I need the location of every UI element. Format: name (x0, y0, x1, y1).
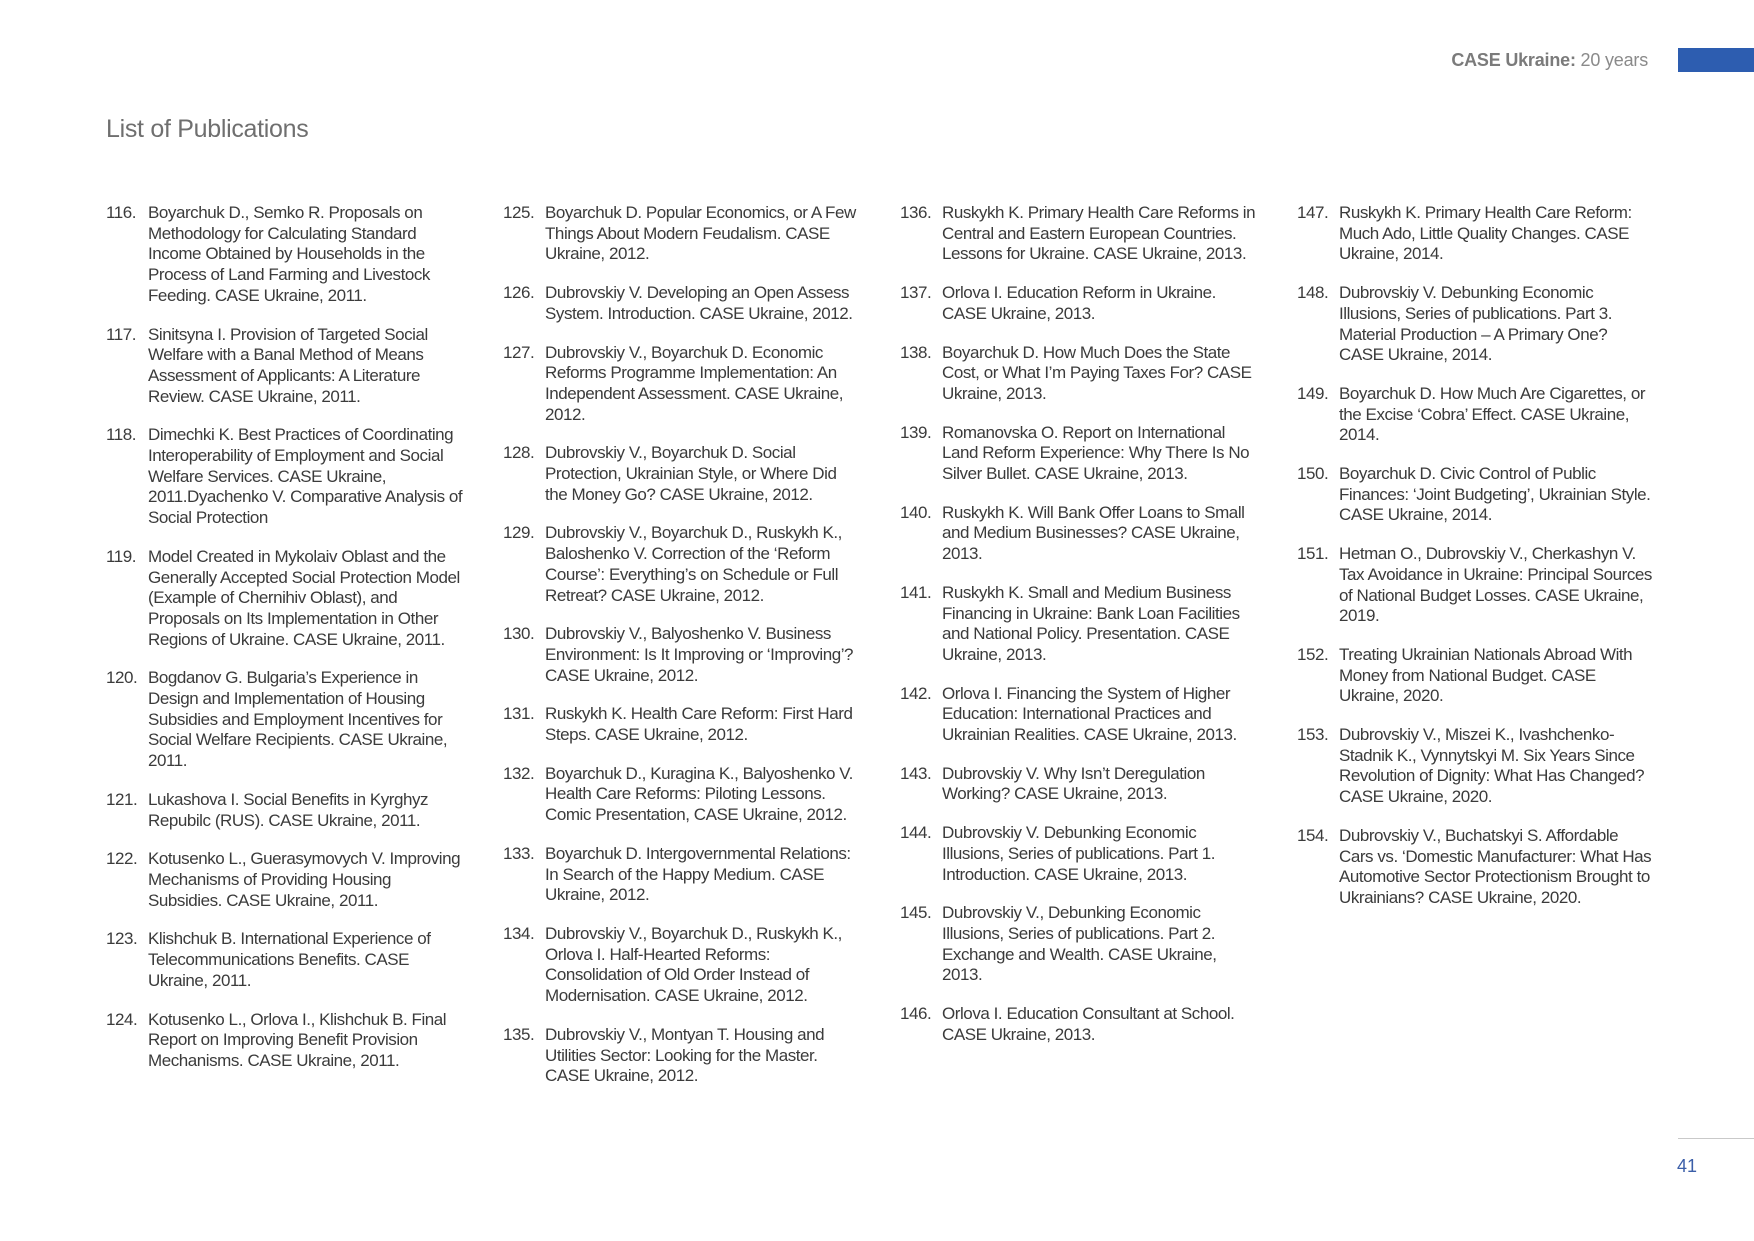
publication-number: 132. (503, 763, 535, 783)
publication-number: 135. (503, 1024, 535, 1044)
publication-citation: Boyarchuk D. Intergovernmental Relations: In Search of the Happy Medium. CASE Ukraine, 2012. (545, 843, 851, 905)
page-title: List of Publications (106, 115, 309, 143)
publication-number: 121. (106, 789, 138, 809)
publication-number: 122. (106, 849, 138, 869)
publication-item (503, 343, 860, 426)
publication-number: 144. (900, 823, 932, 843)
publication-item (106, 1010, 463, 1072)
publication-number: 147. (1297, 203, 1329, 222)
publication-item (900, 283, 1257, 324)
publication-column-4 (1297, 203, 1654, 1105)
publication-citation: Ruskykh K. Will Bank Offer Loans to Small and Medium Businesses? CASE Ukraine, 2013. (942, 502, 1245, 564)
publication-citation: Model Created in Mykolaiv Oblast and the Generally Accepted Social Protection Model (Example of Chernihiv Oblast), and Proposals on Its Implementation in Other Regions of Ukraine. CASE Ukraine, 2011. (148, 546, 460, 649)
publication-item (1297, 645, 1654, 707)
publication-citation: Orlova I. Financing the System of Higher Education: International Practices and Ukrainian Realities. CASE Ukraine, 2013. (942, 683, 1237, 745)
publication-number: 141. (900, 582, 932, 602)
publication-citation: Dubrovskiy V., Montyan T. Housing and Utilities Sector: Looking for the Master. CASE Ukraine, 2012. (545, 1024, 825, 1086)
header-brand-years: 20 years (1575, 50, 1648, 70)
publication-number: 148. (1297, 283, 1329, 303)
publication-item (1297, 826, 1654, 909)
publication-number: 127. (503, 342, 535, 362)
publication-number: 117. (106, 324, 137, 344)
publication-item (106, 929, 463, 991)
publication-number: 126. (503, 283, 535, 303)
publication-number: 154. (1297, 825, 1329, 845)
publication-item (106, 790, 463, 831)
publication-item (106, 668, 463, 772)
footer-rule (1678, 1138, 1754, 1139)
publication-citation: Ruskykh K. Health Care Reform: First Hard Steps. CASE Ukraine, 2012. (545, 704, 853, 745)
publication-number: 143. (900, 763, 932, 783)
publication-item (1297, 384, 1654, 446)
publication-item (900, 583, 1257, 666)
publication-citation: Kotusenko L., Orlova I., Klishchuk B. Final Report on Improving Benefit Provision Mechanisms. CASE Ukraine, 2011. (148, 1009, 447, 1070)
publication-number: 125. (503, 203, 535, 222)
publication-item (1297, 203, 1654, 265)
publication-item (503, 523, 860, 606)
publication-number: 128. (503, 443, 535, 463)
header-brand (1451, 48, 1648, 72)
publication-item (106, 849, 463, 911)
publication-number: 129. (503, 523, 535, 543)
publication-citation: Lukashova I. Social Benefits in Kyrghyz Repubilc (RUS). CASE Ukraine, 2011. (148, 789, 429, 830)
publication-number: 118. (106, 425, 137, 445)
publication-citation: Dubrovskiy V., Boyarchuk D., Ruskykh K., Baloshenko V. Correction of the ‘Reform Course’: Everything’s on Schedule or Full Retreat? CASE Ukraine, 2012. (545, 523, 842, 605)
publication-citation: Ruskykh K. Primary Health Care Reforms in Central and Eastern European Countries. Lessons for Ukraine. CASE Ukraine, 2013. (942, 203, 1256, 264)
publication-citation: Dubrovskiy V., Miszei K., Ivashchenko-Stadnik K., Vynnytskyi M. Six Years Since Revolution of Dignity: What Has Changed? CASE Ukraine, 2020. (1339, 725, 1645, 807)
publication-number: 134. (503, 923, 535, 943)
publication-citation: Orlova I. Education Consultant at School. CASE Ukraine, 2013. (942, 1004, 1235, 1044)
publication-item (900, 764, 1257, 805)
publication-column-2 (503, 203, 860, 1105)
publication-number: 139. (900, 422, 932, 442)
publication-number: 145. (900, 903, 932, 923)
publication-citation: Dubrovskiy V. Debunking Economic Illusions, Series of publications. Part 3. Material Production – A Primary One? CASE Ukraine, 2014. (1339, 283, 1613, 365)
publication-item (106, 547, 463, 651)
publication-citation: Treating Ukrainian Nationals Abroad With Money from National Budget. CASE Ukraine, 2020. (1339, 644, 1633, 706)
publication-item (503, 624, 860, 686)
publication-item (1297, 544, 1654, 627)
publication-item (900, 423, 1257, 485)
publication-item (503, 764, 860, 826)
publication-citation: Dubrovskiy V., Boyarchuk D. Social Protection, Ukrainian Style, or Where Did the Money Go? CASE Ukraine, 2012. (545, 443, 837, 504)
header-accent-bar (1678, 48, 1754, 72)
publication-number: 133. (503, 843, 535, 863)
publication-citation: Dubrovskiy V. Developing an Open Assess System. Introduction. CASE Ukraine, 2012. (545, 283, 853, 323)
publication-number: 123. (106, 929, 138, 949)
publication-citation: Klishchuk B. International Experience of Telecommunications Benefits. CASE Ukraine, 2011. (148, 929, 431, 990)
publication-number: 131. (503, 704, 535, 724)
publication-citation: Hetman O., Dubrovskiy V., Cherkashyn V. Tax Avoidance in Ukraine: Principal Sources of National Budget Losses. CASE Ukraine, 2019. (1339, 544, 1652, 626)
publication-citation: Boyarchuk D. Civic Control of Public Finances: ‘Joint Budgeting’, Ukrainian Style. CASE Ukraine, 2014. (1339, 464, 1651, 525)
publication-number: 140. (900, 502, 932, 522)
publication-item (1297, 725, 1654, 808)
publication-column-1 (106, 203, 463, 1105)
publication-item (503, 283, 860, 324)
publication-item (900, 343, 1257, 405)
publication-item (106, 425, 463, 529)
header-brand-bold: CASE Ukraine: (1451, 50, 1576, 70)
publication-item (900, 684, 1257, 746)
publication-number: 116. (106, 203, 137, 222)
publication-number: 137. (900, 283, 932, 303)
publication-item (106, 203, 463, 307)
publication-citation: Dubrovskiy V., Boyarchuk D. Economic Reforms Programme Implementation: An Independent Assessment. CASE Ukraine, 2012. (545, 342, 844, 424)
publication-item (1297, 464, 1654, 526)
publication-citation: Sinitsyna I. Provision of Targeted Social Welfare with a Banal Method of Means Assessment of Applicants: A Literature Review. CASE Ukraine, 2011. (148, 324, 428, 406)
publication-citation: Dubrovskiy V., Debunking Economic Illusions, Series of publications. Part 2. Exchange and Wealth. CASE Ukraine, 2013. (942, 903, 1217, 985)
publication-item (503, 1025, 860, 1087)
publication-citation: Kotusenko L., Guerasymovych V. Improving Mechanisms of Providing Housing Subsidies. CASE Ukraine, 2011. (148, 849, 461, 910)
publication-citation: Bogdanov G. Bulgaria’s Experience in Design and Implementation of Housing Subsidies and Employment Incentives for Social Welfare Recipients. CASE Ukraine, 2011. (148, 668, 448, 771)
publication-citation: Romanovska O. Report on International Land Reform Experience: Why There Is No Silver Bullet. CASE Ukraine, 2013. (942, 422, 1250, 484)
publication-number: 150. (1297, 464, 1329, 484)
publication-item (900, 903, 1257, 986)
publication-citation: Dubrovskiy V., Boyarchuk D., Ruskykh K., Orlova I. Half-Hearted Reforms: Consolidation of Old Order Instead of Modernisation. CASE Ukraine, 2012. (545, 923, 842, 1006)
publication-number: 119. (106, 546, 137, 566)
publication-number: 138. (900, 342, 932, 362)
publication-item (1297, 283, 1654, 366)
publication-item (900, 823, 1257, 885)
publication-citation: Dimechki K. Best Practices of Coordinating Interoperability of Employment and Social Welfare Services. CASE Ukraine, 2011.Dyachenko V. Comparative Analysis of Social Protection (148, 425, 463, 528)
publication-number: 152. (1297, 644, 1329, 664)
publication-citation: Boyarchuk D. How Much Are Cigarettes, or the Excise ‘Cobra’ Effect. CASE Ukraine, 2014. (1339, 383, 1646, 445)
publication-item (503, 844, 860, 906)
publication-citation: Boyarchuk D., Semko R. Proposals on Methodology for Calculating Standard Income Obtained by Households in the Process of Land Farming and Livestock Feeding. CASE Ukraine, 2011. (148, 203, 430, 305)
publication-citation: Ruskykh K. Small and Medium Business Financing in Ukraine: Bank Loan Facilities and National Policy. Presentation. CASE Ukraine, 2013. (942, 582, 1240, 664)
publication-citation: Ruskykh K. Primary Health Care Reform: Much Ado, Little Quality Changes. CASE Ukraine, 2014. (1339, 203, 1632, 264)
publication-citation: Orlova I. Education Reform in Ukraine. CASE Ukraine, 2013. (942, 283, 1216, 323)
publication-columns (106, 203, 1654, 1105)
publication-item (900, 1004, 1257, 1045)
publication-number: 136. (900, 203, 932, 222)
publication-citation: Dubrovskiy V., Balyoshenko V. Business Environment: Is It Improving or ‘Improving’? CASE Ukraine, 2012. (545, 624, 854, 685)
publication-item (503, 924, 860, 1007)
publication-item (503, 203, 860, 265)
publication-citation: Dubrovskiy V. Debunking Economic Illusions, Series of publications. Part 1. Introduction. CASE Ukraine, 2013. (942, 823, 1216, 884)
publication-number: 146. (900, 1004, 932, 1024)
publication-citation: Dubrovskiy V., Buchatskyi S. Affordable Cars vs. ‘Domestic Manufacturer: What Has Automotive Sector Protectionism Brought to Ukrainians? CASE Ukraine, 2020. (1339, 825, 1652, 907)
page-number: 41 (1677, 1156, 1698, 1176)
publication-number: 124. (106, 1009, 138, 1029)
publication-citation: Boyarchuk D. How Much Does the State Cost, or What I’m Paying Taxes For? CASE Ukraine, 2013. (942, 342, 1252, 403)
publication-item (106, 325, 463, 408)
publication-number: 153. (1297, 725, 1329, 745)
publication-column-3 (900, 203, 1257, 1105)
publication-item (503, 443, 860, 505)
publication-number: 149. (1297, 383, 1329, 403)
publication-number: 151. (1297, 544, 1329, 564)
publication-item (900, 503, 1257, 565)
publication-number: 120. (106, 668, 138, 688)
publication-item (503, 704, 860, 745)
publication-citation: Boyarchuk D. Popular Economics, or A Few Things About Modern Feudalism. CASE Ukraine, 2012. (545, 203, 856, 264)
publication-item (900, 203, 1257, 265)
publication-number: 130. (503, 624, 535, 644)
publication-number: 142. (900, 683, 932, 703)
publication-citation: Boyarchuk D., Kuragina K., Balyoshenko V. Health Care Reforms: Piloting Lessons. Comic Presentation, CASE Ukraine, 2012. (545, 763, 853, 825)
publication-citation: Dubrovskiy V. Why Isn’t Deregulation Working? CASE Ukraine, 2013. (942, 763, 1205, 804)
